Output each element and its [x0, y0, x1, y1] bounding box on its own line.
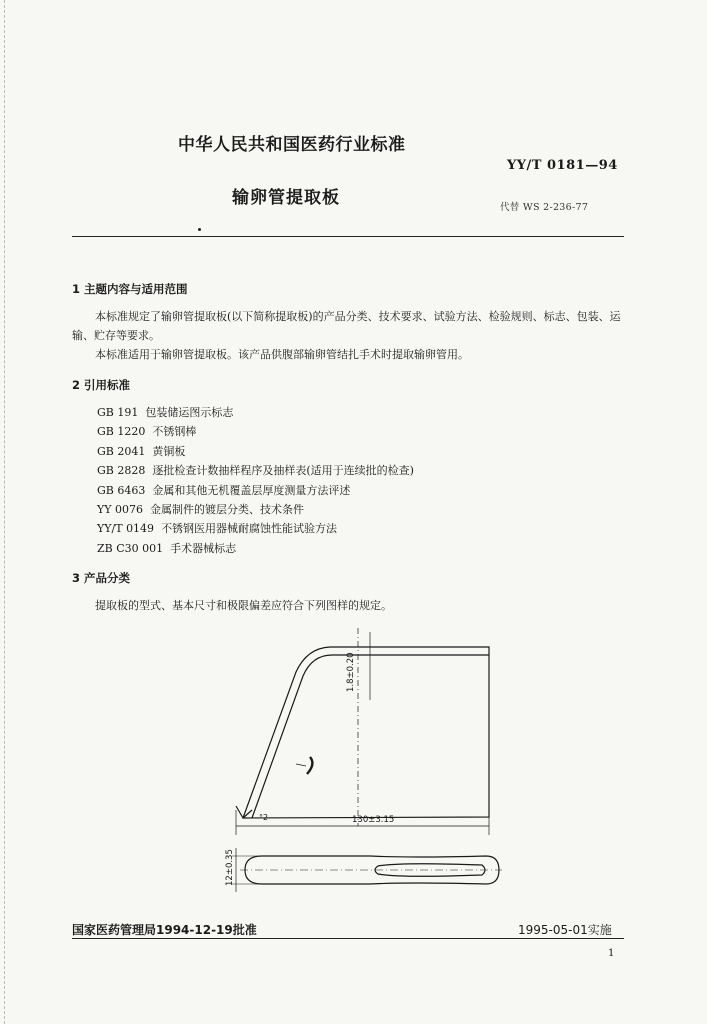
- plate-side-outer: [243, 647, 489, 818]
- reference-code: GB 1220: [97, 425, 146, 439]
- footer-rule: [72, 938, 624, 939]
- section-mark: [307, 757, 312, 774]
- section-1-paragraph-2: 本标准适用于输卵管提取板。该产品供腹部输卵管结扎手术时提取输卵管用。: [95, 348, 469, 361]
- reference-code: GB 6463: [97, 483, 146, 497]
- reference-name: 手术器械标志: [170, 541, 237, 555]
- reference-code: GB 191: [97, 406, 139, 419]
- reference-code: YY 0076: [97, 502, 144, 516]
- section-leader: [296, 764, 306, 766]
- width-dimension-label: 12±0.35: [225, 849, 235, 886]
- section-3-paragraph-1: 提取板的型式、基本尺寸和极限偏差应符合下列图样的规定。: [95, 599, 392, 612]
- angle-dimension-label: °2: [259, 813, 269, 822]
- page-number: 1: [608, 948, 615, 959]
- approval-date: 国家医药管理局1994-12-19批准: [72, 923, 257, 937]
- reference-name: 金属制件的镀层分类、技术条件: [150, 502, 305, 516]
- replaces-note: 代替 WS 2-236-77: [500, 202, 589, 213]
- standard-category-title: 中华人民共和国医药行业标准: [178, 135, 406, 155]
- reference-name: 包装储运图示标志: [145, 406, 234, 419]
- section-2-heading: 2 引用标准: [72, 378, 131, 392]
- plate-bend-inner: [252, 655, 489, 818]
- implementation-date: 1995-05-01实施: [518, 923, 612, 937]
- reference-code: GB 2041: [97, 444, 146, 458]
- reference-name: 黄铜板: [152, 444, 186, 458]
- reference-code: GB 2828: [97, 464, 146, 478]
- reference-code: ZB C30 001: [97, 541, 164, 555]
- reference-name: 不锈钢医用器械耐腐蚀性能试验方法: [161, 522, 338, 536]
- standard-number: YY/T 0181—94: [507, 158, 618, 173]
- thickness-dimension-label: 1.8±0.20: [346, 652, 356, 692]
- section-1-paragraph-1: 本标准规定了输卵管提取板(以下简称提取板)的产品分类、技术要求、试验方法、检验规则、标志、包装、运输、贮存等要求。: [72, 310, 621, 342]
- section-3-heading: 3 产品分类: [72, 571, 131, 585]
- reference-name: 不锈钢棒: [152, 425, 197, 439]
- reference-name: 金属和其他无机覆盖层厚度测量方法评述: [152, 483, 351, 497]
- length-dimension-label: 130±3.15: [352, 815, 395, 825]
- reference-code: YY/T 0149: [97, 522, 155, 536]
- document-title: 输卵管提取板: [232, 188, 340, 208]
- section-1-heading: 1 主题内容与适用范围: [72, 282, 188, 296]
- reference-name: 逐批检查计数抽样程序及抽样表(适用于连续批的检查): [152, 464, 414, 478]
